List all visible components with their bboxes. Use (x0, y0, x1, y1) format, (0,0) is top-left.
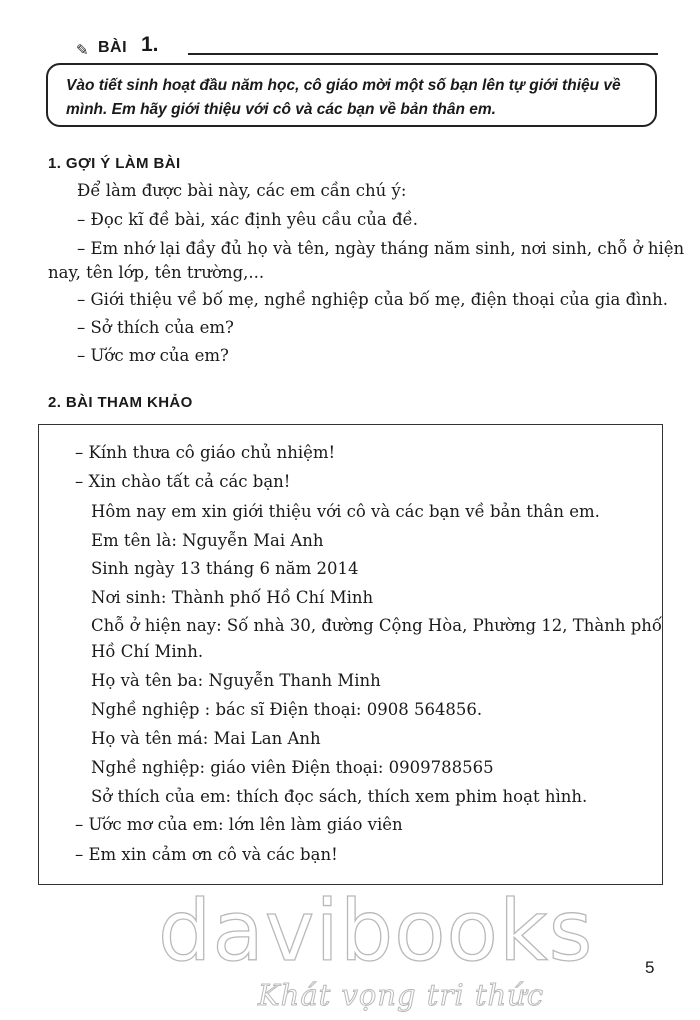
guide-line: Để làm được bài này, các em cần chú ý: (77, 181, 407, 200)
essay-line: Nơi sinh: Thành phố Hồ Chí Minh (91, 588, 374, 607)
essay-line: Nghề nghiệp: giáo viên Điện thoại: 0909788565 (91, 758, 494, 777)
guide-line: – Đọc kĩ đề bài, xác định yêu cầu của đề. (77, 210, 418, 229)
essay-line: – Kính thưa cô giáo chủ nhiệm! (75, 443, 336, 462)
essay-line: – Ước mơ của em: lớn lên làm giáo viên (75, 815, 403, 834)
essay-line: Sinh ngày 13 tháng 6 năm 2014 (91, 559, 359, 578)
page-number: 5 (645, 958, 655, 977)
guide-line: – Em nhớ lại đầy đủ họ và tên, ngày tháng năm sinh, nơi sinh, chỗ ở hiện (77, 239, 685, 258)
essay-line: – Em xin cảm ơn cô và các bạn! (75, 845, 338, 864)
lesson-label: BÀI (98, 39, 128, 56)
essay-line: Họ và tên má: Mai Lan Anh (91, 729, 321, 748)
watermark-brand: davibooks (158, 882, 594, 980)
essay-line: Sở thích của em: thích đọc sách, thích xem phim hoạt hình. (91, 787, 588, 806)
essay-line: Hôm nay em xin giới thiệu với cô và các bạn về bản thân em. (91, 502, 600, 521)
guide-line: – Ước mơ của em? (77, 346, 229, 365)
essay-line: Hồ Chí Minh. (91, 642, 204, 661)
task-box (46, 63, 657, 127)
header-rule (188, 53, 658, 55)
guide-line: – Sở thích của em? (77, 318, 234, 337)
lesson-number: 1. (141, 33, 159, 56)
essay-line: Họ và tên ba: Nguyễn Thanh Minh (91, 671, 381, 690)
essay-line: Nghề nghiệp : bác sĩ Điện thoại: 0908 564856. (91, 700, 483, 719)
pencil-icon: ✎ (76, 41, 89, 59)
guide-line: nay, tên lớp, tên trường,... (48, 263, 265, 282)
essay-line: Em tên là: Nguyễn Mai Anh (91, 531, 324, 550)
essay-line: Chỗ ở hiện nay: Số nhà 30, đường Cộng Hòa, Phường 12, Thành phố (91, 616, 663, 635)
section-1-heading: 1. GỢI Ý LÀM BÀI (48, 155, 181, 172)
task-text: Vào tiết sinh hoạt đầu năm học, cô giáo mời một số bạn lên tự giới thiệu về mình. Em hãy giới thiệu với cô và các bạn về bản thân em. (66, 77, 621, 118)
essay-line: – Xin chào tất cả các bạn! (75, 472, 291, 491)
watermark-slogan: Khát vọng tri thức (258, 978, 545, 1012)
guide-line: – Giới thiệu về bố mẹ, nghề nghiệp của bố mẹ, điện thoại của gia đình. (77, 290, 668, 309)
section-2-heading: 2. BÀI THAM KHẢO (48, 394, 193, 411)
